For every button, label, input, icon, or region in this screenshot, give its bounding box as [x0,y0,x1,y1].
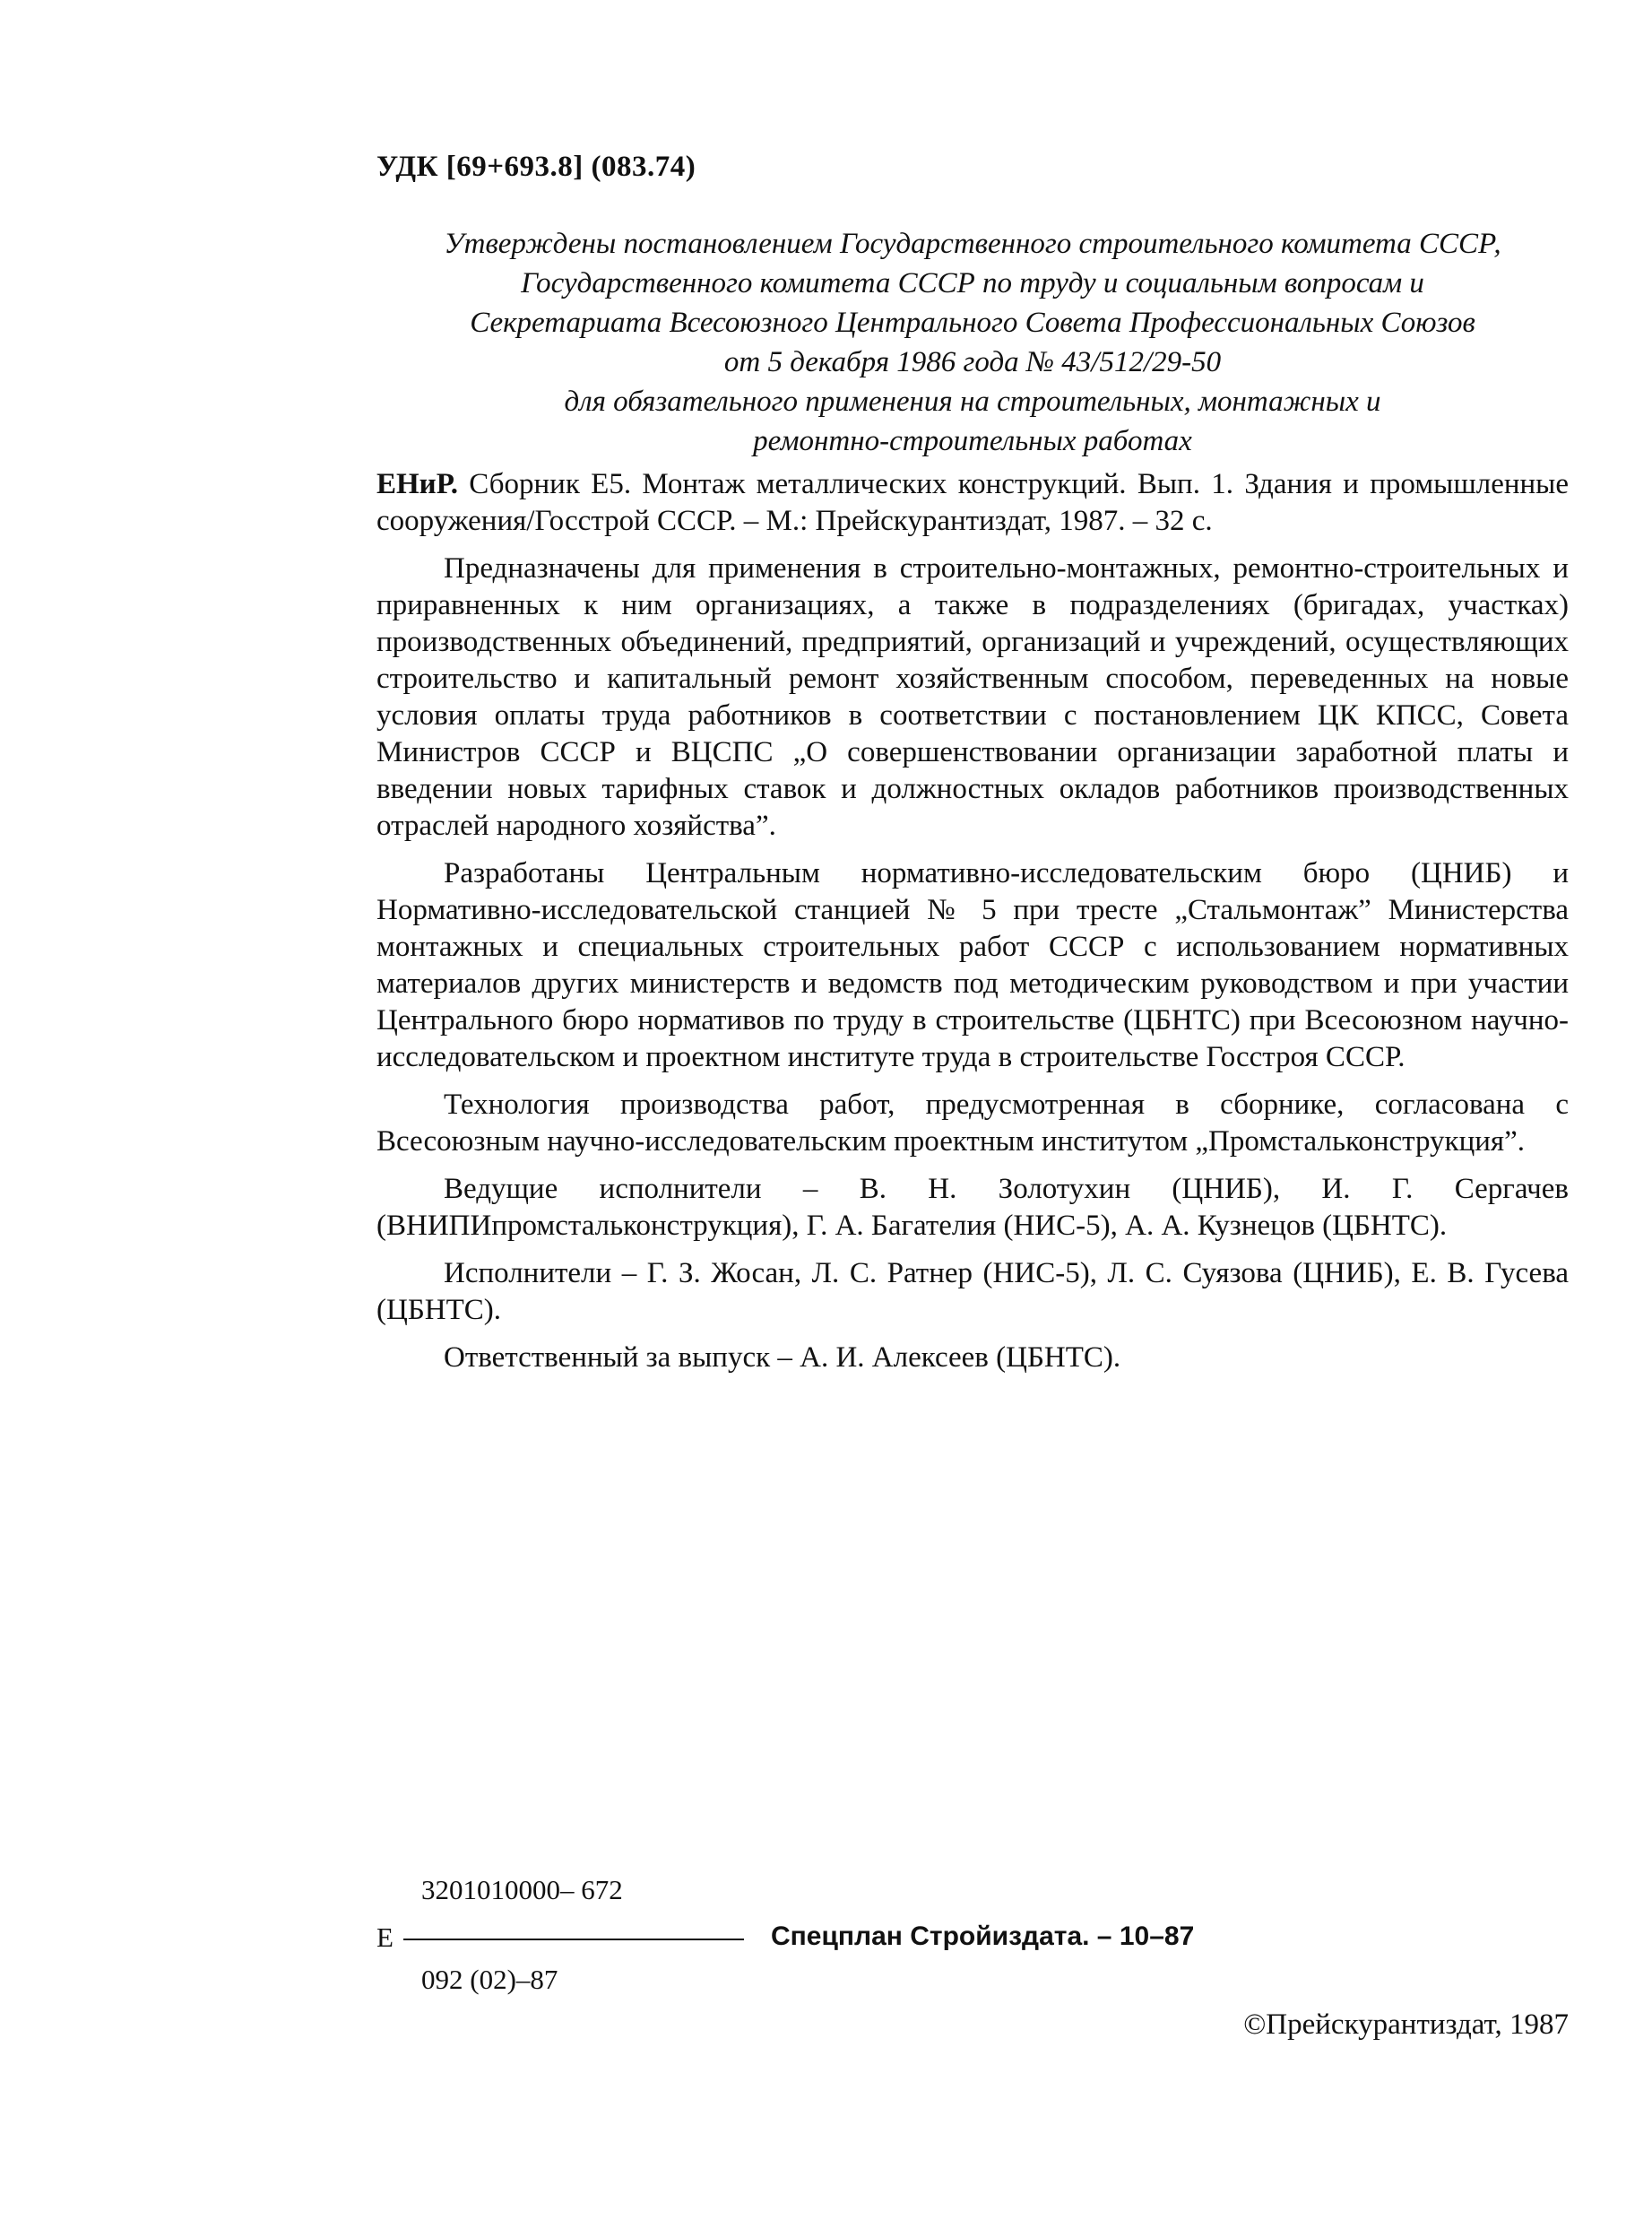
imprint-fraction-line [403,1939,744,1940]
approval-line: Секретариата Всесоюзного Центрального Совета Профессиональных Союзов [470,307,1475,339]
lead-authors-paragraph: Ведущие исполнители – В. Н. Золотухин (ЦНИБ), И. Г. Сергачев (ВНИПИпромстальконструкция), Г. А. Багателия (НИС-5), А. А. Кузнецов (ЦБНТС). [376,1173,1569,1242]
authors-paragraph: Исполнители – Г. З. Жосан, Л. С. Ратнер (НИС-5), Л. С. Суязова (ЦНИБ), Е. В. Гусева (ЦБНТС). [376,1257,1569,1326]
developers-paragraph: Разработаны Центральным нормативно-исследовательским бюро (ЦНИБ) и Нормативно-исследовательской станцией № 5 при тресте „Стальмонтаж” Министерства монтажных и специальных строительных работ СССР с использованием нормативных материалов других министерств и ведомств под методическим руководством и при участии Центрального бюро нормативов по труду в строительстве (ЦБНТС) при Всесоюзном научно-исследовательском и проектном институте труда в строительстве Госстроя СССР. [376,857,1569,1073]
imprint-block [376,1874,1569,2053]
body-text [376,466,1569,1387]
imprint-plan: Спецплан Стройиздата. – 10–87 [771,1921,1195,1951]
approval-line: ремонтно-строительных работах [753,425,1192,457]
imprint-code-top: 3201010000– 672 [421,1874,623,1905]
bibliography-lead: ЕНиР. [376,468,458,500]
purpose-paragraph: Предназначены для применения в строительно-монтажных, ремонтно-строительных и приравненных к ним организациях, а также в подразделениях (бригадах, участках) производственных объединений, предприятий, организаций и учреждений, осуществляющих строительство и капитальный ремонт хозяйственным способом, переведенных на новые условия оплаты труда работников в соответствии с постановлением ЦК КПСС, Совета Министров СССР и ВЦСПС „О совершенствовании организации заработной платы и введении новых тарифных ставок и должностных окладов работников производственных отраслей народного хозяйства”. [376,552,1569,842]
bibliography-text: Сборник Е5. Монтаж металлических конструкций. Вып. 1. Здания и промышленные сооружения/Госстрой СССР. – М.: Прейскурантиздат, 1987. – 32 с. [376,468,1569,537]
imprint-code-bottom: 092 (02)–87 [421,1964,558,1995]
approval-line: Утверждены постановлением Государственного строительного комитета СССР, [444,228,1501,260]
approval-line: Государственного комитета СССР по труду и социальным вопросам и [521,267,1424,299]
bibliographic-description [376,466,1569,540]
approval-statement [376,224,1569,461]
udk-code: УДК [69+693.8] (083.74) [376,151,696,183]
approval-line: от 5 декабря 1986 года № 43/512/29-50 [723,346,1222,378]
technology-paragraph: Технология производства работ, предусмотренная в сборнике, согласована с Всесоюзным научно-исследовательским проектным институтом „Промстальконструкция”. [376,1089,1569,1158]
copyright-notice: ©Прейскурантиздат, 1987 [1243,2008,1569,2041]
imprint-letter: Е [376,1921,394,1953]
responsible-paragraph: Ответственный за выпуск – А. И. Алексеев (ЦБНТС). [444,1341,1121,1374]
approval-line: для обязательного применения на строительных, монтажных и [564,386,1381,418]
